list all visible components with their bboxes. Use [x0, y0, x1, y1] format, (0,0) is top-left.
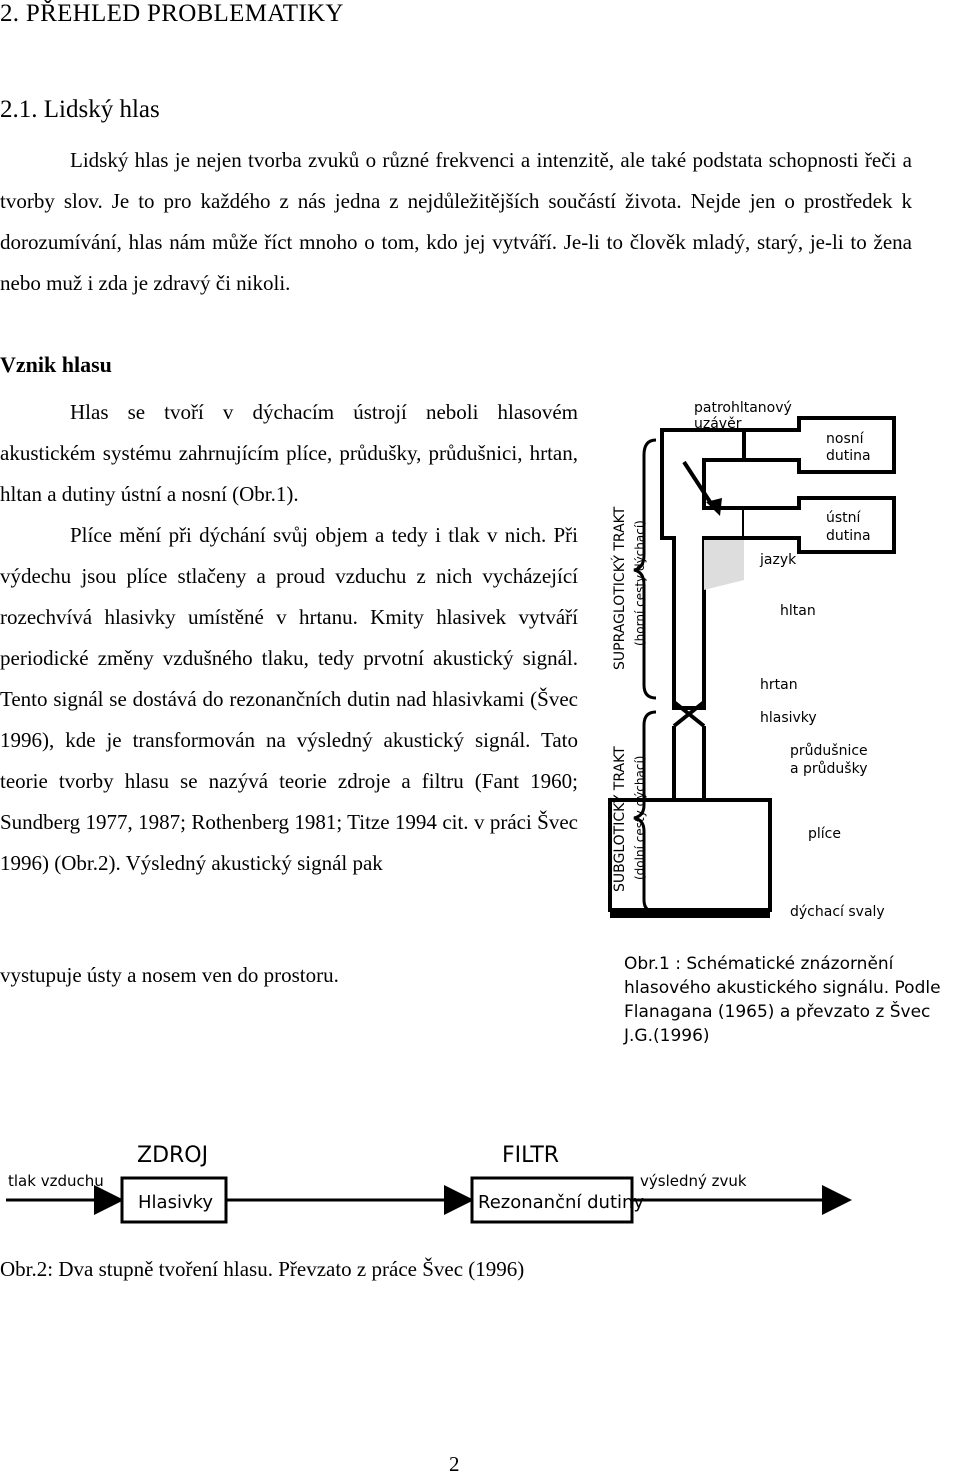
larynx-label: hrtan [760, 677, 798, 693]
filter-title: FILTR [502, 1143, 560, 1168]
subglottic-label: SUBGLOTICKÝ TRAKT [612, 746, 628, 892]
oral-cavity-label: ústní [826, 510, 861, 526]
vznik-paragraph-1: Hlas se tvoří v dýchacím ústrojí neboli hlasovém akustickém systému zahrnujícím plíce, průdušky, průdušnici, hrtan, hltan a dutiny ústní a nosní (Obr.1). [0, 400, 578, 506]
nasal-cavity-label-2: dutina [826, 448, 871, 464]
nasal-cavity-label: nosní [826, 431, 864, 447]
figure1-caption-line: Obr.1 : Schématické znázornění [624, 954, 894, 974]
figure1-caption-line: J.G.(1996) [624, 1026, 710, 1046]
vznik-paragraph-2: Plíce mění při dýchání svůj objem a tedy i tlak v nich. Při výdechu jsou plíce stlačeny a proud vzduchu z nich vycházející rozechvívá hlasivky umístěné v hrtanu. Kmity hlasivek vytváří periodické změny vzdušného tlaku, tedy prvotní akustický signál. Tento signál se dostává do rezonančních dutin nad hlasivkami (Švec 1996), kde je transformován na výsledný akustický signál. Tato teorie tvorby hlasu se nazývá teorie zdroje a filtru (Fant 1960; Sundberg 1977, 1987; Rothenberg 1981; Titze 1994 cit. v práci Švec 1996) (Obr.2). Výsledný akustický signál pak [0, 523, 578, 875]
velum-label-2: uzávěr [694, 416, 742, 432]
subsection-heading: Vznik hlasu [0, 352, 112, 377]
supraglottic-label: SUPRAGLOTICKÝ TRAKT [612, 506, 628, 670]
source-filter-diagram [0, 1128, 852, 1246]
source-title: ZDROJ [137, 1143, 209, 1168]
pharynx-label: hltan [780, 603, 816, 619]
supraglottic-sublabel: (horní cesty dýchací) [633, 520, 647, 646]
chapter-heading: 2. PŘEHLED PROBLEMATIKY [0, 0, 344, 27]
figure1-caption-line: hlasového akustického signálu. Podle [624, 978, 941, 998]
figure2-caption: Obr.2: Dva stupně tvoření hlasu. Převzato z práce Švec (1996) [0, 1257, 525, 1281]
input-label: tlak vzduchu [8, 1172, 104, 1190]
vznik-paragraph-3: vystupuje ústy a nosem ven do prostoru. [0, 963, 339, 987]
oral-cavity-label-2: dutina [826, 528, 871, 544]
vocal-folds-label: hlasivky [760, 710, 817, 726]
trachea-label: průdušnice [790, 743, 868, 759]
subglottic-sublabel: (dolní cesty dýchací) [633, 755, 647, 880]
figure1-caption-line: Flanagana (1965) a převzato z Švec [624, 1002, 931, 1022]
lungs-label: plíce [808, 826, 841, 842]
tongue-label: jazyk [760, 552, 797, 568]
breathing-muscles-label: dýchací svaly [790, 904, 885, 920]
page-number: 2 [449, 1452, 460, 1476]
output-label: výsledný zvuk [640, 1172, 747, 1190]
trachea-label-2: a průdušky [790, 761, 868, 777]
section-heading: 2.1. Lidský hlas [0, 96, 160, 123]
vocal-tract-diagram [594, 380, 910, 952]
velum-label: patrohltanový [694, 400, 792, 416]
filter-box-label: Rezonanční dutiny [478, 1192, 645, 1213]
source-box-label: Hlasivky [138, 1192, 214, 1213]
breathing-muscles-shape [610, 910, 770, 918]
vznik-paragraphs [0, 392, 578, 884]
figure1-caption [624, 952, 944, 1048]
intro-paragraph: Lidský hlas je nejen tvorba zvuků o různé frekvenci a intenzitě, ale také podstata schopnosti řeči a tvorby slov. Je to pro každého z nás jedna z nejdůležitějších součástí života. Nejde jen o prostředek k dorozumívání, hlas nám může říct mnoho o tom, kdo jej vytváří. Je-li to člověk mladý, starý, je-li to žena nebo muž i zda je zdravý či nikoli. [0, 148, 912, 295]
